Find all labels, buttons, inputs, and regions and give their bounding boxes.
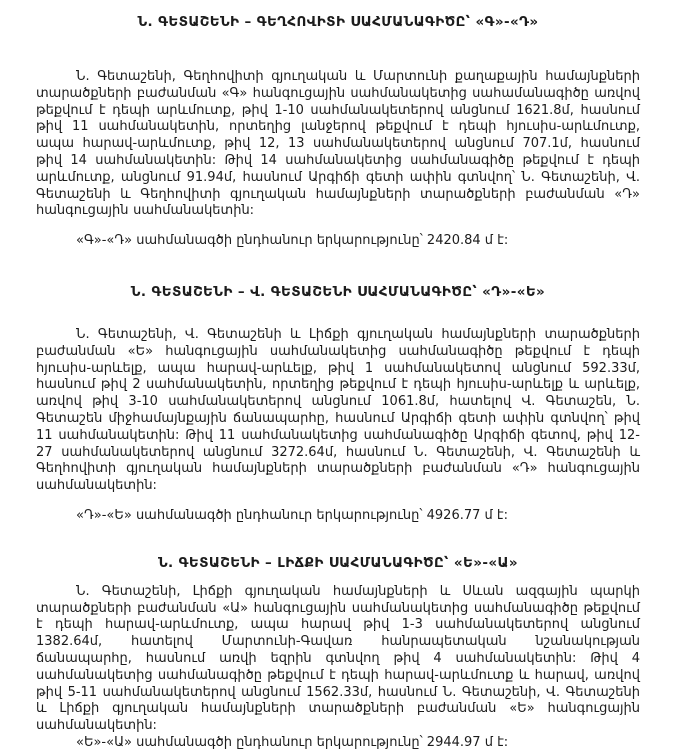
boundary-section-e-a (36, 555, 640, 752)
boundary-length-g-d: «Գ»-«Դ» սահմանագծի ընդհանուր երկարությունը՝ 2420.84 մ է: (76, 233, 509, 249)
boundary-description-e-a: Ն. Գետաշենի, Լիճքի գյուղական համայնքների և Սևան ազգային պարկի տարածքների բաժանման «Ա» հանգուցային սահմանակետից սահմանագիծը թեքվում է դեպի հարավ-արևմուտք, ապա հարավ թիվ 1-3 սահմանակետերով անցնում 1382.64մ, հատելով Մարտունի-Գավառ հանրապետական նշանակության ճանապարհը, հասնում առվի եզրին գտնվող թիվ 4 սահմանակետին: Թիվ 4 սահմանակետից սահմանագիծը թեքվում է դեպի հարավ-արևմուտք և հարավ, առվով թիվ 5-11 սահմանակետերով անցնում 1562.33մ, հասնում Ն. Գետաշենի, Վ. Գետաշենի և Լիճքի գյուղական համայնքների տարածքների բաժանման «Ե» հանգուցային սահմանակետին: (36, 583, 640, 734)
boundary-description-d-e: Ն. Գետաշենի, Վ. Գետաշենի և Լիճքի գյուղական համայնքների տարածքների բաժանման «Ե» հանգուցային սահմանակետից սահմանագիծը թեքվում է դեպի հյուսիս-արևելք, ապա հարավ-արևելք, թիվ 1 սահմանակետով անցնում 592.33մ, հասնում թիվ 2 սահմանակետին, որտեղից թեքվում է դեպի հյուսիս-արևելք և արևելք, առվով թիվ 3-10 սահմանակետերով անցնում 1061.8մ, հատելով Վ. Գետաշեն, Ն. Գետաշեն միջհամայնքային ճանապարհը, հասնում Արգիճի գետի ափին գտնվող՝ թիվ 11 սահմանակետին: Թիվ 11 սահմանակետից սահմանագիծը Արգիճի գետով, թիվ 12-27 սահմանակետերով անցնում 3272.64մ, հասնում Ն. Գետաշենի, Վ. Գետաշենի և Գեղհովիտի գյուղական համայնքների տարածքների բաժանման «Դ» հանգուցային սահմանակետին: (36, 326, 640, 494)
boundary-length-d-e: «Դ»-«Ե» սահմանագծի ընդհանուր երկարությունը՝ 4926.77 մ է: (76, 507, 508, 523)
boundary-length-e-a: «Ե»-«Ա» սահմանագծի ընդհանուր երկարությունը՝ 2944.97 մ է: (76, 734, 509, 750)
section-title-d-e: Ն. ԳԵՏԱՇԵՆԻ – Վ. ԳԵՏԱՇԵՆԻ ՍԱՀՄԱՆԱԳԻԾԸ՝ «Դ»-«Ե» (130, 283, 546, 300)
boundary-section-g-d (36, 14, 640, 250)
boundary-section-d-e (36, 284, 640, 525)
section-title-g-d: Ն. ԳԵՏԱՇԵՆԻ – ԳԵՂՀՈՎԻՏԻ ՍԱՀՄԱՆԱԳԻԾԸ՝ «Գ»-«Դ» (137, 14, 539, 30)
boundary-description-g-d: Ն. Գետաշենի, Գեղհովիտի գյուղական և Մարտունի քաղաքային համայնքների տարածքների բաժանման «Գ» հանգուցային սահմանակետից սահամանագիծը առվով թեքվում է դեպի արևմուտք, թիվ 1-10 սահմանակետերով անցնում 1621.8մ, հասնում թիվ 11 սահմանակետին, որտեղից լանջերով թեքվում է դեպի հյուսիս-արևմուտք, ապա հարավ-արևմուտք, թիվ 12, 13 սահմանակետերով անցնում 707.1մ, հասնում թիվ 14 սահմանակետին: Թիվ 14 սահմանակետից սահմանագիծը թեքվում է դեպի արևմուտք, անցնում 91.94մ, հասնում Արգիճի գետի ափին գտնվող՝ Ն. Գետաշենի, Վ. Գետաշենի և Գեղհովիտի գյուղական համայնքների տարածքների բաժանման «Դ» հանգուցային սահմանակետին: (36, 69, 640, 219)
section-title-e-a: Ն. ԳԵՏԱՇԵՆԻ – ԼԻՃՔԻ ՍԱՀՄԱՆԱԳԻԾԸ՝ «Ե»-«Ա» (158, 554, 518, 571)
